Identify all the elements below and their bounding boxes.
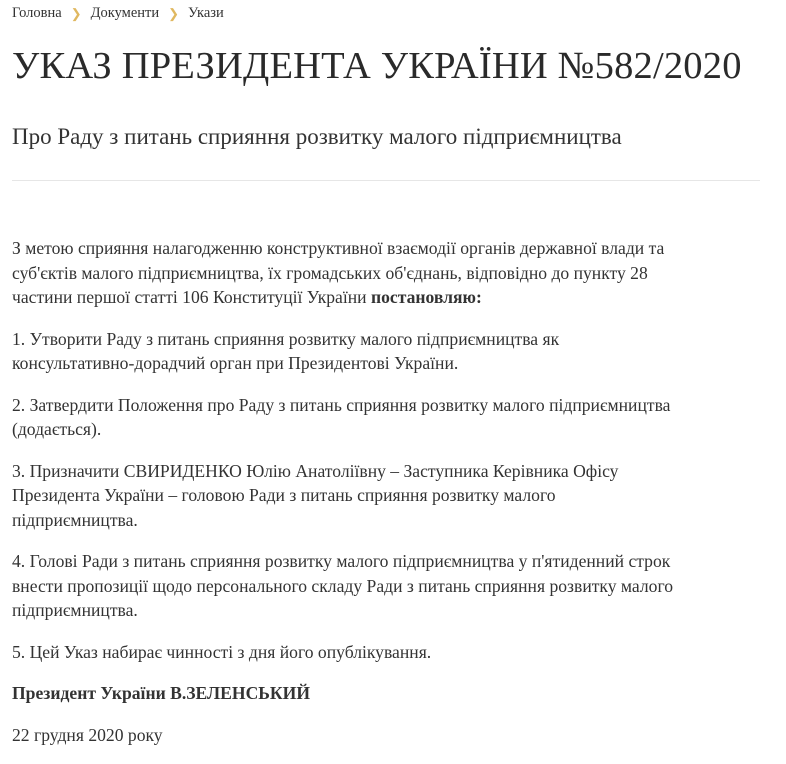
page-subtitle: Про Раду з питань сприяння розвитку малого підприємництва	[12, 124, 622, 149]
item-line: Президента України – головою Ради з питань сприяння розвитку малого	[12, 485, 556, 505]
item-line: підприємництва.	[12, 600, 138, 620]
date	[12, 723, 673, 748]
signature-text: Президент України В.ЗЕЛЕНСЬКИЙ	[12, 683, 311, 703]
item-line: підприємництва.	[12, 509, 138, 530]
item-2	[12, 393, 673, 442]
breadcrumb-decrees[interactable]: Укази	[188, 5, 224, 21]
item-line: 5. Цей Указ набирає чинності з дня його опублікування.	[12, 641, 432, 662]
item-line: (додається).	[12, 419, 102, 439]
breadcrumb-documents[interactable]: Документи	[90, 5, 160, 21]
chevron-right-icon: ❯	[70, 5, 82, 21]
item-line: 3. Призначити СВИРИДЕНКО Юлію Анатоліївну – Заступника Керівника Офісу	[12, 460, 619, 481]
preamble-line: З метою сприяння налагодженню конструктивної взаємодії органів державної влади та	[12, 238, 665, 258]
decree-body	[12, 236, 673, 764]
item-line: 4. Голові Ради з питань сприяння розвитку малого підприємництва у п'ятиденний строк	[12, 551, 671, 571]
breadcrumb	[12, 5, 224, 22]
item-line: внести пропозиції щодо персонального складу Ради з питань сприяння розвитку малого	[12, 575, 674, 596]
item-line: 2. Затвердити Положення про Раду з питань сприяння розвитку малого підприємництва	[12, 394, 671, 415]
item-line: 1. Утворити Раду з питань сприяння розвитку малого підприємництва як	[12, 328, 560, 349]
item-5	[12, 640, 673, 665]
item-3	[12, 459, 673, 533]
item-1	[12, 327, 673, 376]
signature	[12, 681, 673, 706]
preamble-line: суб'єктів малого підприємництва, їх громадських об'єднань, відповідно до пункту 28	[12, 262, 648, 283]
item-4	[12, 549, 673, 623]
page-title: УКАЗ ПРЕЗИДЕНТА УКРАЇНИ №582/2020	[12, 45, 742, 87]
item-line: консультативно-дорадчий орган при Президентові України.	[12, 353, 459, 373]
breadcrumb-home[interactable]: Головна	[12, 5, 62, 21]
chevron-right-icon: ❯	[168, 5, 180, 21]
preamble-bold: постановляю:	[370, 287, 482, 307]
preamble	[12, 236, 673, 310]
preamble-line	[12, 285, 673, 310]
divider	[12, 180, 760, 181]
date-text: 22 грудня 2020 року	[12, 724, 163, 745]
preamble-line-text: частини першої статті 106 Конституції України	[12, 287, 371, 307]
